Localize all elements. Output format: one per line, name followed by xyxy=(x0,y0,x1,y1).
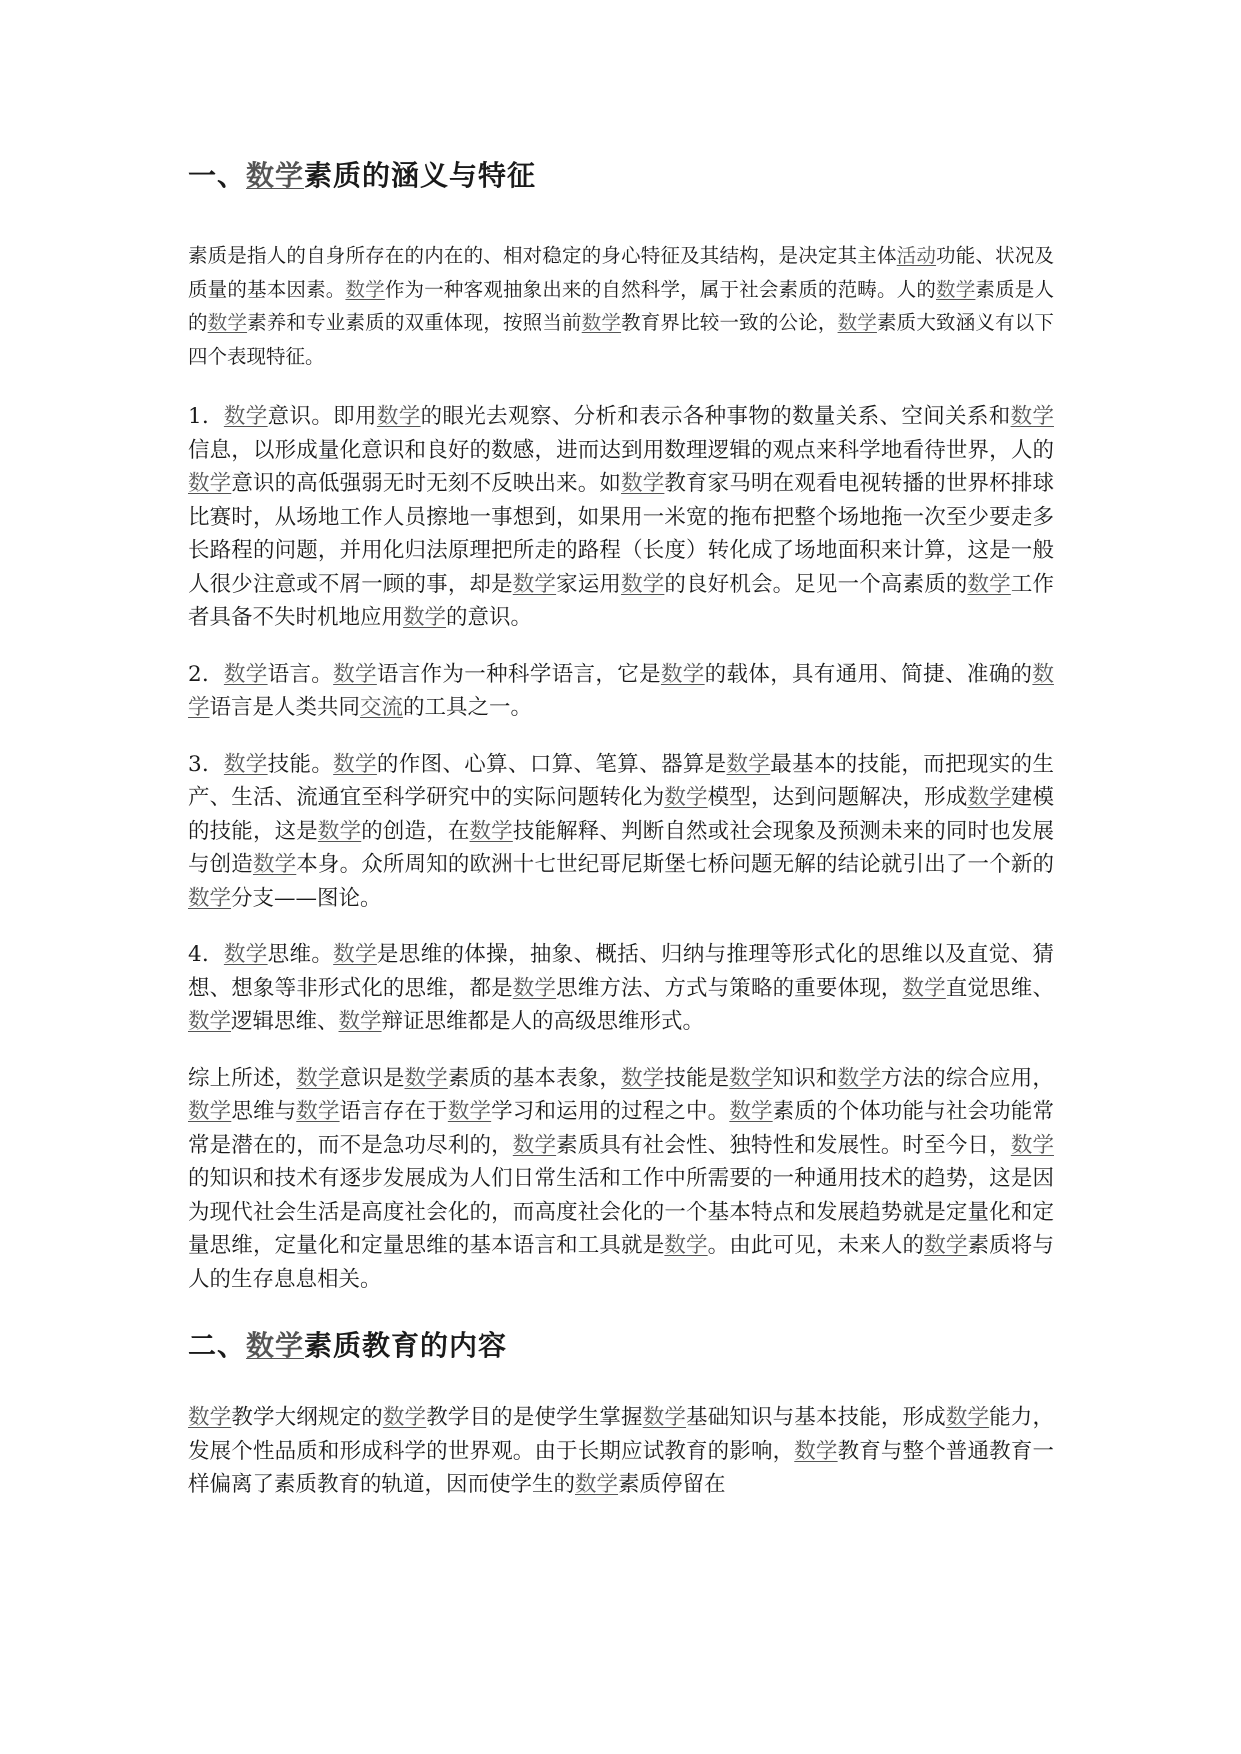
paragraph-text: 的知识和技术有逐步发展成为人们日常生活和工作中所需要的一种通用技术的趋势，这是因为现代社会生活是高度社会化的，而高度社会化的一个基本特点和发展趋势就是定量化和定量思维，定量化和定量思维的基本语言和工具就是 xyxy=(188,1166,1054,1258)
paragraph-text: 思维。 xyxy=(267,942,334,967)
paragraph-text: 作为一种客观抽象出来的自然科学，属于社会素质的范畴。人的 xyxy=(384,277,937,301)
paragraph-text: 的意识。 xyxy=(446,605,533,630)
inline-link-math[interactable]: 数学 xyxy=(469,818,513,844)
intro-paragraph xyxy=(188,239,1054,373)
paragraph-text: 教学目的是使学生掌握 xyxy=(426,1405,643,1430)
paragraph-text: 语言存在于 xyxy=(339,1099,448,1124)
inline-link-math[interactable]: 数学 xyxy=(729,1099,773,1124)
inline-link-math[interactable]: 数学 xyxy=(223,404,268,429)
inline-link-math[interactable]: 数学 xyxy=(924,1233,968,1258)
paragraph-text: 工作者具备不失时机地应用 xyxy=(188,571,1054,630)
inline-link-math[interactable]: 数学 xyxy=(447,1099,492,1124)
inline-link-math[interactable]: 数学 xyxy=(512,1132,557,1158)
paragraph-text: 2． xyxy=(188,661,224,687)
inline-link-math[interactable]: 数学 xyxy=(664,1233,708,1258)
paragraph-text: 。由此可见，未来人的 xyxy=(707,1233,925,1258)
inline-link-math[interactable]: 数学 xyxy=(223,661,268,687)
paragraph-text: 素质的个体功能与社会功能常常是潜在的，而不是急功尽利的， xyxy=(188,1099,1054,1158)
section-1-heading xyxy=(188,156,1054,196)
inline-link-math[interactable]: 数学 xyxy=(642,1405,687,1430)
paragraph-text: 意识的高低强弱无时无刻不反映出来。如 xyxy=(231,471,622,496)
inline-link-math[interactable]: 数学 xyxy=(345,277,385,301)
paragraph-text: 素质大致涵义有以下四个表现特征。 xyxy=(188,311,1054,368)
paragraph-education-content xyxy=(188,1401,1054,1502)
paragraph-text: 最基本的技能，而把现实的生产、生活、流通宜至科学研究中的实际问题转化为 xyxy=(188,751,1054,810)
inline-link-math[interactable]: 数学 xyxy=(317,818,362,844)
inline-link-math[interactable]: 数学 xyxy=(936,277,976,301)
paragraph-text: 语言作为一种科学语言，它是 xyxy=(376,661,661,687)
inline-link-math[interactable]: 数学 xyxy=(837,311,877,334)
paragraph-text: 语言。 xyxy=(267,661,334,687)
inline-link-math[interactable]: 数学 xyxy=(729,1065,773,1091)
paragraph-text: 基础知识与基本技能，形成 xyxy=(686,1405,946,1430)
paragraph-math-awareness xyxy=(188,400,1054,635)
inline-link-math[interactable]: 数学 xyxy=(333,942,377,967)
inline-link-math[interactable]: 数学 xyxy=(967,785,1011,810)
paragraph-text: 的创造，在 xyxy=(361,818,470,844)
paragraph-text: 的载体，具有通用、简捷、准确的 xyxy=(704,661,1033,687)
paragraph-text: 素质具有社会性、独特性和发展性。时至今日， xyxy=(556,1132,1011,1158)
paragraph-text: 技能是 xyxy=(664,1065,730,1091)
paragraph-text: 素质是指人的自身所存在的内在的、相对稳定的身心特征及其结构，是决定其主体 xyxy=(188,244,897,267)
heading-prefix: 一、 xyxy=(188,159,247,192)
paragraph-math-thinking xyxy=(188,938,1054,1039)
inline-link-math[interactable]: 数学 xyxy=(902,975,946,1001)
paragraph-text: 的作图、心算、口算、笔算、器算是 xyxy=(376,751,727,777)
inline-link-math[interactable]: 数学 xyxy=(621,471,665,496)
inline-link-math[interactable]: 数学 xyxy=(794,1438,838,1464)
paragraph-text: 意识是 xyxy=(339,1065,405,1091)
inline-link-math[interactable]: 数学 xyxy=(188,1405,232,1430)
paragraph-text: 4． xyxy=(188,942,224,967)
heading-link-math[interactable]: 数学 xyxy=(246,159,305,192)
paragraph-text: 建模的技能，这是 xyxy=(188,785,1054,844)
inline-link-math[interactable]: 数学 xyxy=(1010,404,1054,429)
paragraph-text: 语言是人类共同 xyxy=(209,695,361,720)
inline-link-math[interactable]: 数学 xyxy=(621,571,665,597)
inline-link-math[interactable]: 数学 xyxy=(967,571,1011,597)
inline-link-math[interactable]: 数学 xyxy=(512,975,557,1001)
paragraph-summary xyxy=(188,1062,1054,1297)
paragraph-text: 教育与整个普通教育一样偏离了素质教育的轨道，因而使学生的 xyxy=(188,1438,1054,1497)
inline-link-math[interactable]: 数学 xyxy=(664,785,708,810)
paragraph-text: 的工具之一。 xyxy=(403,695,533,720)
paragraph-text: 思维与 xyxy=(231,1099,297,1124)
inline-link-math[interactable]: 数学 xyxy=(945,1405,990,1430)
paragraph-math-skills xyxy=(188,748,1054,916)
paragraph-text: 模型，达到问题解决，形成 xyxy=(707,785,968,810)
inline-link-math[interactable]: 数学 xyxy=(382,1405,427,1430)
paragraph-text: 3． xyxy=(188,751,224,777)
inline-link-math[interactable]: 数学 xyxy=(376,404,421,429)
paragraph-text: 1． xyxy=(188,404,224,429)
document-body xyxy=(188,156,1054,1525)
inline-link-math[interactable]: 数学 xyxy=(296,1099,340,1124)
inline-link-math[interactable]: 数学 xyxy=(403,605,447,630)
paragraph-text: 能力，发展个性品质和形成科学的世界观。由于长期应试教育的影响， xyxy=(188,1405,1054,1464)
paragraph-text: 技能解释、判断自然或社会现象及预测未来的同时也发展与创造 xyxy=(188,818,1054,877)
paragraph-text: 功能、状况及质量的基本因素。 xyxy=(188,244,1054,301)
paragraph-math-language xyxy=(188,658,1054,725)
heading-text: 素质教育的内容 xyxy=(304,1329,508,1362)
inline-link-math[interactable]: 数学 xyxy=(581,311,622,334)
paragraph-text: 知识和 xyxy=(772,1065,838,1091)
paragraph-text: 素养和专业素质的双重体现，按照当前 xyxy=(247,311,582,334)
inline-link-math[interactable]: 数学 xyxy=(338,1009,382,1034)
inline-link-math[interactable]: 数学 xyxy=(188,1099,232,1124)
paragraph-text: 分支——图论。 xyxy=(231,885,382,911)
paragraph-text: 学习和运用的过程之中。 xyxy=(491,1099,730,1124)
heading-link-math[interactable]: 数学 xyxy=(246,1329,305,1362)
inline-link-math[interactable]: 数学 xyxy=(252,852,297,877)
paragraph-text: 辩证思维都是人的高级思维形式。 xyxy=(381,1009,705,1034)
inline-link-math[interactable]: 数学 xyxy=(660,661,705,687)
inline-link-math[interactable]: 数学 xyxy=(837,1065,881,1091)
paragraph-text: 技能。 xyxy=(267,751,334,777)
inline-link-math[interactable]: 数学 xyxy=(296,1065,340,1091)
inline-link-math[interactable]: 数学 xyxy=(512,571,557,597)
paragraph-text: 逻辑思维、 xyxy=(231,1009,339,1034)
inline-link-math[interactable]: 数学 xyxy=(188,1009,232,1034)
heading-prefix: 二、 xyxy=(188,1329,247,1362)
inline-link-math[interactable]: 数学 xyxy=(223,751,268,777)
section-2-heading xyxy=(188,1326,1054,1366)
inline-link-math[interactable]: 数学 xyxy=(207,311,248,334)
paragraph-text: 教育界比较一致的公论， xyxy=(621,311,838,334)
paragraph-text: 是思维的体操，抽象、概括、归纳与推理等形式化的思维以及直觉、猜想、想象等非形式化的思维，都是 xyxy=(188,942,1054,1001)
inline-link-math[interactable]: 数学 xyxy=(404,1065,448,1091)
paragraph-text: 方法的综合应用， xyxy=(880,1065,1054,1091)
paragraph-text: 的眼光去观察、分析和表示各种事物的数量关系、空间关系和 xyxy=(420,404,1011,429)
paragraph-text: 素质的基本表象， xyxy=(447,1065,622,1091)
inline-link-math[interactable]: 数学 xyxy=(726,751,771,777)
heading-text: 素质的涵义与特征 xyxy=(304,159,537,192)
inline-link-math[interactable]: 数学 xyxy=(223,942,268,967)
paragraph-text: 信息，以形成量化意识和良好的数感，进而达到用数理逻辑的观点来科学地看待世界，人的 xyxy=(188,437,1054,463)
inline-link-math[interactable]: 数学 xyxy=(188,661,1054,720)
paragraph-text: 教学大纲规定的 xyxy=(231,1405,383,1430)
paragraph-text: 素质停留在 xyxy=(618,1472,726,1497)
inline-link-math[interactable]: 数学 xyxy=(333,751,377,777)
inline-link-math[interactable]: 数学 xyxy=(188,885,232,911)
inline-link-math[interactable]: 数学 xyxy=(575,1472,619,1497)
inline-link-math[interactable]: 数学 xyxy=(333,661,377,687)
paragraph-text: 意识。即用 xyxy=(267,404,377,429)
paragraph-text: 思维方法、方式与策略的重要体现， xyxy=(556,975,903,1001)
inline-link-math[interactable]: 数学 xyxy=(188,471,232,496)
paragraph-text: 素质是人的 xyxy=(188,277,1054,334)
paragraph-text: 素质将与人的生存息息相关。 xyxy=(188,1233,1054,1292)
paragraph-text: 教育家马明在观看电视转播的世界杯排球比赛时，从场地工作人员擦地一事想到，如果用一米宽的拖布把整个场地拖一次至少要走多长路程的问题，并用化归法原理把所走的路程（长度）转化成了场地面积来计算，这是一般人很少注意或不屑一顾的事，却是 xyxy=(188,471,1054,597)
inline-link-term[interactable]: 活动 xyxy=(896,244,937,267)
inline-link-term[interactable]: 交流 xyxy=(360,695,404,720)
paragraph-text: 直觉思维、 xyxy=(945,975,1054,1001)
paragraph-text: 家运用 xyxy=(556,571,622,597)
paragraph-text: 综上所述， xyxy=(188,1065,297,1091)
inline-link-math[interactable]: 数学 xyxy=(621,1065,665,1091)
inline-link-math[interactable]: 数学 xyxy=(1010,1132,1054,1158)
paragraph-text: 本身。众所周知的欧洲十七世纪哥尼斯堡七桥问题无解的结论就引出了一个新的 xyxy=(296,852,1054,877)
paragraph-text: 的良好机会。足见一个高素质的 xyxy=(664,571,968,597)
